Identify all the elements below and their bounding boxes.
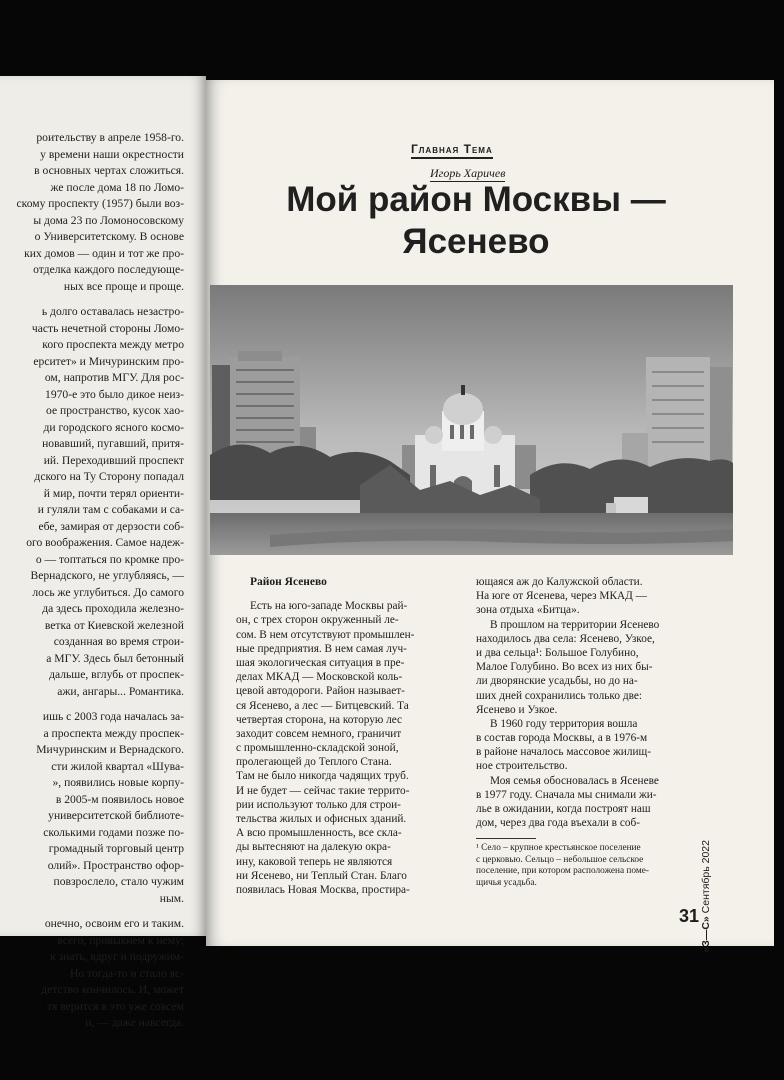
article-line: ся Ясенево, а лес — Битцевский. Та: [236, 699, 409, 712]
article-line: ющаяся аж до Калужской области.: [476, 576, 643, 588]
article-line: лье в ожидании, когда построят наш: [476, 803, 651, 815]
left-page-line: дского на Ту Сторону попадал: [34, 470, 184, 483]
left-page-line: ди городского ясного космо-: [43, 420, 184, 434]
article-line: тельства жилых и офисных зданий.: [236, 813, 407, 825]
left-page-line: о — топтаться по кромке про-: [35, 552, 184, 566]
article-line: ли дворянские усадьбы, но до на-: [476, 675, 638, 688]
left-page-line: а проспекта между проспек-: [43, 726, 184, 740]
article-line: ды вытесняют на далекую окра-: [236, 841, 391, 854]
article-line: появилась Новая Москва, простира-: [236, 883, 410, 896]
left-page-line: созданная во время строи-: [53, 635, 184, 648]
section-rubric: Главная Тема: [411, 142, 493, 159]
article-line: рии используют только для строи-: [236, 798, 401, 811]
article-line: На юге от Ясенева, через МКАД —: [476, 590, 647, 603]
left-page-line: », появились новые корпу-: [52, 776, 184, 789]
left-page-line: ий. Переходивший проспект: [43, 453, 184, 467]
left-page-line: отделка каждого последующе-: [33, 263, 184, 276]
right-page: [206, 80, 774, 953]
left-page-line: тя верится в это уже совсем: [47, 999, 184, 1013]
left-page-line: у времени наши окрестности: [40, 147, 184, 161]
left-page-line: ое пространство, кусок хао-: [46, 404, 184, 417]
article-line: И не будет — сейчас такие террито-: [236, 784, 410, 797]
article-line: в состав города Москвы, а в 1976-м: [476, 732, 648, 745]
article-line: сом. В нем отсутствуют промышлен-: [236, 628, 415, 641]
article-line: делах МКАД — Московской коль-: [236, 671, 403, 684]
left-page-line: Но тогда-то и стало яс-: [70, 966, 184, 980]
left-page-line: всего, привыкнем к нему;: [57, 933, 184, 947]
article-line: ные предприятия. В нем самая луч-: [236, 642, 407, 655]
left-page-line: ого воображения. Самое надеж-: [26, 536, 184, 549]
article-line: Там не было никогда чадящих труб.: [236, 770, 409, 783]
article-line: зона отдыха «Битца».: [476, 604, 580, 617]
left-page-line: ишь с 2003 года началась за-: [42, 710, 184, 723]
page-number: 31: [679, 906, 700, 926]
article-line: А всю промышленность, все скла-: [236, 827, 402, 840]
left-page-line: сколькими годами позже по-: [43, 825, 184, 839]
left-page-line: лось же углубиться. До самого: [32, 585, 184, 599]
left-page-line: университетской библиоте-: [48, 809, 184, 822]
left-page-line: ом, напротив МГУ. Для рос-: [44, 371, 184, 384]
left-page-line: ным.: [159, 891, 184, 905]
footnote-line: ¹ Село – крупное крестьянское поселение: [476, 843, 641, 854]
left-page-line: и гуляли там с собаками и са-: [37, 503, 184, 516]
footnote-line: поселение, при котором расположена поме-: [476, 866, 649, 877]
article-column-1: [236, 575, 470, 897]
left-page-line: сти жилой квартал «Шува-: [51, 759, 184, 773]
article-line: ное строительство.: [476, 760, 568, 773]
article-line: пролегающей до Теплого Стана.: [236, 756, 392, 769]
article-line: находилось два села: Ясенево, Узкое,: [476, 632, 655, 645]
left-page-line: в 2005-м появилось новое: [55, 792, 184, 806]
left-page-line: олий». Пространство офор-: [47, 858, 184, 872]
article-line: в 1977 году. Сначала мы снимали жи-: [476, 788, 657, 801]
article-line: и два сельца¹: Большое Голубино,: [476, 646, 639, 659]
left-page-line: ебе, замирая от дерзости соб-: [38, 519, 184, 533]
left-page-line: 1970-е это было дикое неиз-: [45, 387, 184, 401]
left-page-text: [0, 130, 196, 1032]
left-page-line: Вернадского, не углубляясь, —: [30, 569, 184, 582]
left-page-line: повзрослело, стало чужим: [53, 875, 184, 888]
left-page-line: ных все проще и проще.: [63, 279, 184, 293]
left-page-line: детство кончилось. И, может: [41, 983, 184, 996]
article-line: он, с трех сторон окруженный ле-: [236, 614, 399, 627]
article-line: ину, каковой теперь не являются: [236, 855, 393, 868]
article-line: Малое Голубино. Во всех из них бы-: [476, 661, 653, 674]
left-page-line: ких домов — один и тот же про-: [24, 246, 184, 260]
footnote-line: с церковью. Сельцо – небольшое сельское: [476, 854, 644, 865]
left-page-line: новавший, пугавший, притя-: [42, 437, 184, 450]
article-line: Ясенево и Узкое.: [476, 703, 558, 716]
article-line: заходит совсем немного, граничит: [236, 727, 402, 740]
left-page-line: й мир, почти терял ориенти-: [43, 486, 184, 500]
article-line: Есть на юго-западе Москвы рай-: [250, 600, 408, 613]
left-page-line: онечно, освоим его и таким.: [44, 917, 184, 930]
article-line: в районе началось массовое жилищ-: [476, 746, 651, 759]
article-line: Моя семья обосновалась в Ясеневе: [490, 774, 659, 787]
left-page-line: кого проспекта между метро: [42, 338, 184, 351]
left-page-line: ерситет» и Мичуринским про-: [33, 354, 184, 368]
article-line: с промышленно-складской зоной,: [236, 742, 399, 755]
left-page-line: Мичуринским и Вернадского.: [36, 743, 184, 756]
left-page-line: ь долго оставалась незастро-: [41, 305, 184, 318]
left-page-line: громадный торговый центр: [48, 842, 184, 855]
left-page-line: дальше, вглубь от проспек-: [49, 668, 184, 681]
left-page-line: часть нечетной стороны Ломо-: [31, 321, 184, 335]
article-line: шая экологическая ситуация в пре-: [236, 656, 405, 669]
article-line: В 1960 году территория вошла: [490, 717, 638, 730]
article-line: четвертая сторона, на которую лес: [236, 713, 403, 726]
left-page-line: и, — даже навсегда.: [85, 1016, 184, 1029]
left-page-line: в основных чертах сложиться.: [34, 164, 184, 177]
article-line: В прошлом на территории Ясенево: [490, 618, 660, 631]
article-line: ших дней сохранились только две:: [476, 689, 642, 702]
left-page-line: ы дома 23 по Ломоносовскому: [33, 213, 184, 227]
magazine-name: «З—С»: [700, 916, 712, 953]
article-title-line-2: Ясенево: [402, 222, 550, 261]
article-column-2: [476, 575, 724, 889]
left-page-line: ажи, ангары... Романтика.: [57, 684, 184, 698]
left-page-line: к знать, вдруг и подружим-: [50, 950, 184, 963]
left-page-line: же после дома 18 по Ломо-: [50, 180, 184, 194]
left-page-line: а МГУ. Здесь был бетонный: [46, 651, 184, 665]
left-page-line: скому проспекту (1957) были воз-: [16, 197, 184, 210]
article-subheading: Район Ясенево: [250, 576, 327, 588]
left-page: [0, 76, 206, 1029]
article-line: дом, через два года въехали в соб-: [476, 817, 641, 830]
yasenevo-church-photo: [210, 285, 733, 555]
left-page-line: роительству в апреле 1958-го.: [36, 131, 184, 144]
left-page-line: о Университетскому. В основе: [34, 230, 184, 243]
article-title-line-1: Мой район Москвы —: [286, 180, 666, 219]
left-page-line: ветка от Киевской железной: [44, 618, 184, 632]
footnote: [476, 843, 724, 889]
article-author: Игорь Харичев: [430, 166, 506, 180]
article-line: цевой автодороги. Район называет-: [236, 685, 405, 698]
left-page-line: да здесь проходила железно-: [42, 602, 184, 615]
issue-date: Сентябрь 2022: [700, 840, 712, 914]
footnote-line: щичья усадьба.: [476, 877, 537, 888]
article-line: ни Ясенево, ни Теплый Стан. Благо: [236, 869, 407, 882]
footnote-divider: [476, 838, 536, 839]
